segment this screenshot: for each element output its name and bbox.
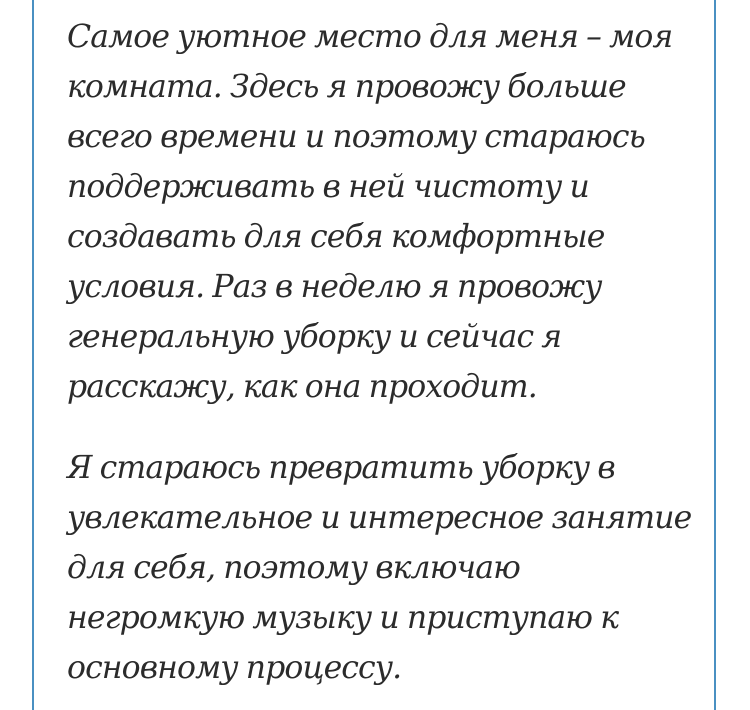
paragraph-line: условия. Раз в неделю я провожу bbox=[67, 269, 602, 305]
paragraph-line: всего времени и поэтому стараюсь bbox=[67, 119, 645, 155]
paragraph-line: комната. Здесь я провожу больше bbox=[67, 69, 626, 105]
paragraph-1 bbox=[67, 12, 707, 412]
paragraph-line: для себя, поэтому включаю bbox=[67, 550, 520, 586]
paragraph-2 bbox=[67, 443, 707, 693]
paragraph-line: негромкую музыку и приступаю к bbox=[67, 600, 619, 636]
paragraph-line: расскажу, как она проходит. bbox=[67, 369, 537, 405]
paragraph-line: основному процессу. bbox=[67, 650, 402, 686]
paragraph-line: увлекательное и интересное занятие bbox=[67, 500, 692, 536]
paragraph-line: создавать для себя комфортные bbox=[67, 219, 605, 255]
paragraph-line: Самое уютное место для меня – моя bbox=[67, 19, 673, 55]
paragraph-line: поддерживать в ней чистоту и bbox=[67, 169, 589, 205]
paragraph-line: генеральную уборку и сейчас я bbox=[67, 319, 562, 355]
paragraph-line: Я стараюсь превратить уборку в bbox=[67, 450, 615, 486]
